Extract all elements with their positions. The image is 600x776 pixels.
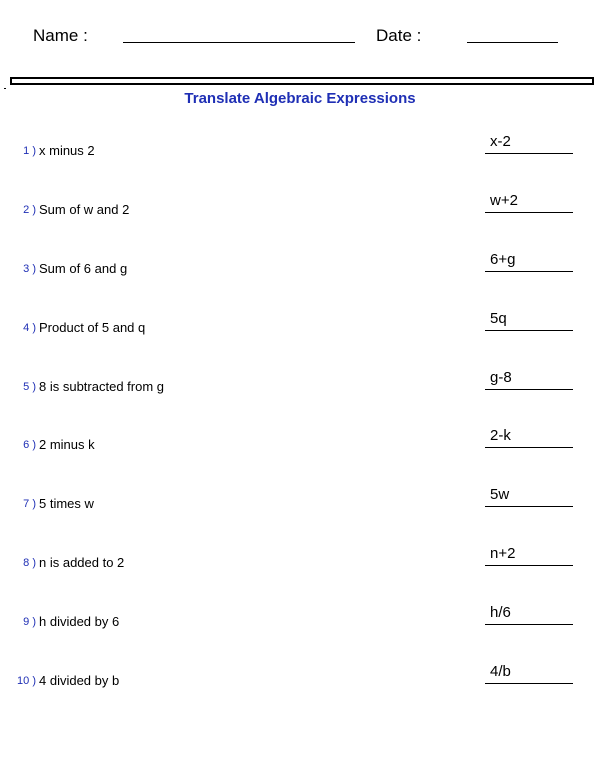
answer-text: 6+g: [490, 251, 516, 268]
divider-tick-mark: [4, 88, 6, 89]
question-row: [0, 545, 600, 576]
answer-text: h/6: [490, 604, 511, 621]
answer-text: 5q: [490, 310, 507, 327]
answer-text: 5w: [490, 486, 510, 503]
answer-line: [485, 683, 573, 684]
answer-text: w+2: [490, 192, 518, 209]
question-row: [0, 310, 600, 341]
question-row: [0, 427, 600, 458]
answer-text: 4/b: [490, 663, 511, 680]
answer-line: [485, 565, 573, 566]
answer-text: g-8: [490, 369, 512, 386]
date-field-line: [467, 42, 558, 43]
question-text: Sum of w and 2: [39, 202, 130, 217]
worksheet-title: Translate Algebraic Expressions: [184, 90, 416, 107]
header-divider: [10, 77, 594, 85]
question-text: 5 times w: [39, 496, 94, 511]
question-text: 2 minus k: [39, 437, 95, 452]
question-number: 3 ): [23, 263, 36, 275]
question-row: [0, 486, 600, 517]
question-number: 8 ): [23, 557, 36, 569]
name-field-line: [123, 42, 355, 43]
answer-text: x-2: [490, 133, 511, 150]
answer-text: n+2: [490, 545, 516, 562]
question-number: 7 ): [23, 498, 36, 510]
answer-line: [485, 624, 573, 625]
question-row: [0, 663, 600, 694]
question-row: [0, 192, 600, 223]
answer-line: [485, 389, 573, 390]
question-number: 2 ): [23, 204, 36, 216]
question-row: [0, 369, 600, 400]
question-text: Product of 5 and q: [39, 320, 146, 335]
question-number: 10 ): [17, 675, 36, 687]
question-number: 1 ): [23, 145, 36, 157]
answer-text: 2-k: [490, 427, 511, 444]
question-row: [0, 251, 600, 282]
answer-line: [485, 330, 573, 331]
question-number: 5 ): [23, 381, 36, 393]
answer-line: [485, 212, 573, 213]
question-text: 4 divided by b: [39, 673, 120, 688]
answer-line: [485, 271, 573, 272]
question-text: Sum of 6 and g: [39, 261, 128, 276]
answer-line: [485, 153, 573, 154]
question-text: h divided by 6: [39, 614, 120, 629]
date-label: Date :: [376, 26, 422, 45]
question-text: n is added to 2: [39, 555, 125, 570]
question-text: x minus 2: [39, 143, 95, 158]
question-number: 6 ): [23, 439, 36, 451]
name-label: Name :: [33, 26, 88, 45]
question-text: 8 is subtracted from g: [39, 379, 164, 394]
answer-line: [485, 506, 573, 507]
question-number: 9 ): [23, 616, 36, 628]
question-row: [0, 133, 600, 164]
question-row: [0, 604, 600, 635]
question-number: 4 ): [23, 322, 36, 334]
answer-line: [485, 447, 573, 448]
